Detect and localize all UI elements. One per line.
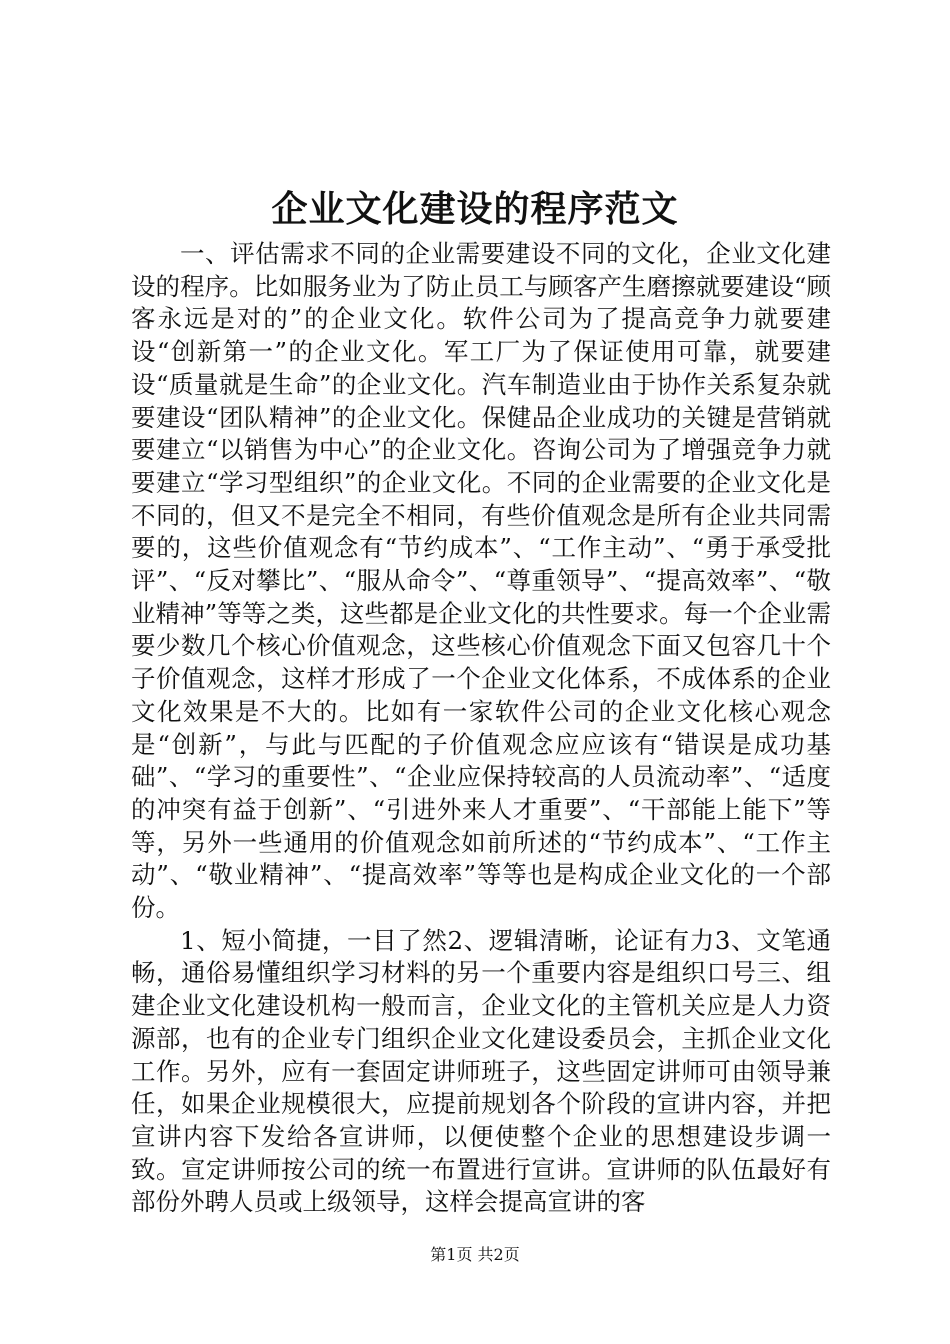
document-title: 企业文化建设的程序范文 bbox=[271, 188, 679, 230]
paragraph-1: 一、评估需求不同的企业需要建设不同的文化，企业文化建设的程序。比如服务业为了防止员工与顾客产生磨擦就要建设“顾客永远是对的”的企业文化。软件公司为了提高竞争力就要建设“创新第一”的企业文化。军工厂为了保证使用可靠，就要建设“质量就是生命”的企业文化。汽车制造业由于协作关系复杂就要建设“团队精神”的企业文化。保健品企业成功的关键是营销就要建立“以销售为中心”的企业文化。咨询公司为了增强竞争力就要建立“学习型组织”的企业文化。不同的企业需要的企业文化是不同的，但又不是完全不相同，有些价值观念是所有企业共同需要的，这些价值观念有“节约成本”、“工作主动”、“勇于承受批评”、“反对攀比”、“服从命令”、“尊重领导”、“提高效率”、“敬业精神”等等之类，这些都是企业文化的共性要求。每一个企业需要少数几个核心价值观念，这些核心价值观念下面又包容几十个子价值观念，这样才形成了一个企业文化体系，不成体系的企业文化效果是不大的。比如有一家软件公司的企业文化核心观念是“创新”，与此与匹配的子价值观念应应该有“错误是成功基础”、“学习的重要性”、“企业应保持较高的人员流动率”、“适度的冲突有益于创新”、“引进外来人才重要”、“干部能上能下”等等，另外一些通用的价值观念如前所述的“节约成本”、“工作主动”、“敬业精神”、“提高效率”等等也是构成企业文化的一个部份。 bbox=[131, 239, 831, 923]
paragraph-2: 1、短小简捷，一目了然2、逻辑清晰，论证有力3、文笔通畅，通俗易懂组织学习材料的另一个重要内容是组织口号三、组建企业文化建设机构一般而言，企业文化的主管机关应是人力资源部，也有的企业专门组织企业文化建设委员会，主抓企业文化工作。另外，应有一套固定讲师班子，这些固定讲师可由领导兼任，如果企业规模很大，应提前规划各个阶段的宣讲内容，并把宣讲内容下发给各宣讲师，以便使整个企业的思想建设步调一致。宣定讲师按公司的统一布置进行宣讲。宣讲师的队伍最好有部份外聘人员或上级领导，这样会提高宣讲的客 bbox=[131, 925, 831, 1217]
page-footer: 第1页 共2页 bbox=[430, 1245, 520, 1264]
document-body bbox=[131, 238, 831, 1219]
